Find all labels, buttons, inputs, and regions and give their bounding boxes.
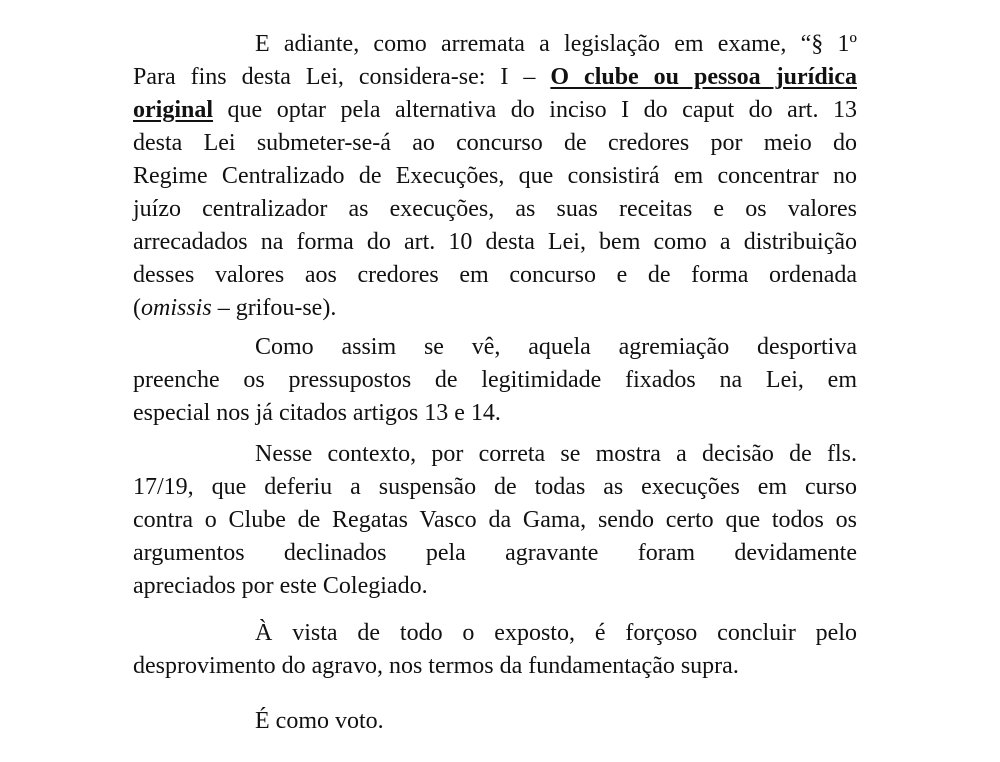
text-line xyxy=(133,331,857,364)
text-line xyxy=(133,127,857,160)
text-segment: ( xyxy=(133,295,141,321)
text-line xyxy=(133,292,857,325)
text-segment: juízo centralizador as execuções, as suas receitas e os valores xyxy=(133,196,857,222)
text-segment: 17/19, que deferiu a suspensão de todas as execuções em curso xyxy=(133,474,857,500)
text-line xyxy=(133,160,857,193)
emphasized-text: original xyxy=(133,97,214,123)
text-line xyxy=(133,617,857,650)
text-segment: E adiante, como arremata a legislação em exame, “§ 1º xyxy=(255,31,857,57)
text-line xyxy=(133,259,857,292)
text-segment: Como assim se vê, aquela agremiação desportiva xyxy=(255,334,857,360)
paragraph xyxy=(133,438,857,603)
text-line xyxy=(133,650,857,683)
text-segment: – grifou-se). xyxy=(211,295,337,321)
text-line xyxy=(133,61,857,94)
text-line xyxy=(133,94,857,127)
text-segment: argumentos declinados pela agravante foram devidamente xyxy=(133,540,857,566)
paragraph xyxy=(133,705,857,738)
text-segment: preenche os pressupostos de legitimidade fixados na Lei, em xyxy=(133,367,857,393)
text-segment: Para fins desta Lei, considera-se: I – xyxy=(133,64,551,90)
text-segment: apreciados por este Colegiado. xyxy=(133,573,428,599)
text-segment: que optar pela alternativa do inciso I do caput do art. 13 xyxy=(213,97,857,123)
text-line xyxy=(133,226,857,259)
text-segment: É como voto. xyxy=(255,708,384,734)
text-segment: desses valores aos credores em concurso e de forma ordenada xyxy=(133,262,857,288)
text-segment: contra o Clube de Regatas Vasco da Gama, sendo certo que todos os xyxy=(133,507,857,533)
paragraph xyxy=(133,28,857,325)
text-segment: Nesse contexto, por correta se mostra a decisão de fls. xyxy=(255,441,857,467)
text-segment: desta Lei submeter-se-á ao concurso de credores por meio do xyxy=(133,130,857,156)
text-segment: arrecadados na forma do art. 10 desta Lei, bem como a distribuição xyxy=(133,229,857,255)
text-segment: desprovimento do agravo, nos termos da fundamentação supra. xyxy=(133,653,739,679)
text-line xyxy=(133,193,857,226)
text-line xyxy=(133,364,857,397)
italic-text: omissis xyxy=(141,295,212,321)
text-line xyxy=(133,471,857,504)
text-line xyxy=(133,28,857,61)
text-segment: Regime Centralizado de Execuções, que consistirá em concentrar no xyxy=(133,163,857,189)
text-line xyxy=(133,397,857,430)
text-segment: À vista de todo o exposto, é forçoso concluir pelo xyxy=(255,620,857,646)
text-line xyxy=(133,438,857,471)
emphasized-text: O clube ou pessoa jurídica xyxy=(550,64,857,90)
text-line xyxy=(133,537,857,570)
text-line xyxy=(133,705,857,738)
paragraph xyxy=(133,331,857,430)
paragraph xyxy=(133,617,857,683)
text-line xyxy=(133,504,857,537)
text-segment: especial nos já citados artigos 13 e 14. xyxy=(133,400,501,426)
text-line xyxy=(133,570,857,603)
